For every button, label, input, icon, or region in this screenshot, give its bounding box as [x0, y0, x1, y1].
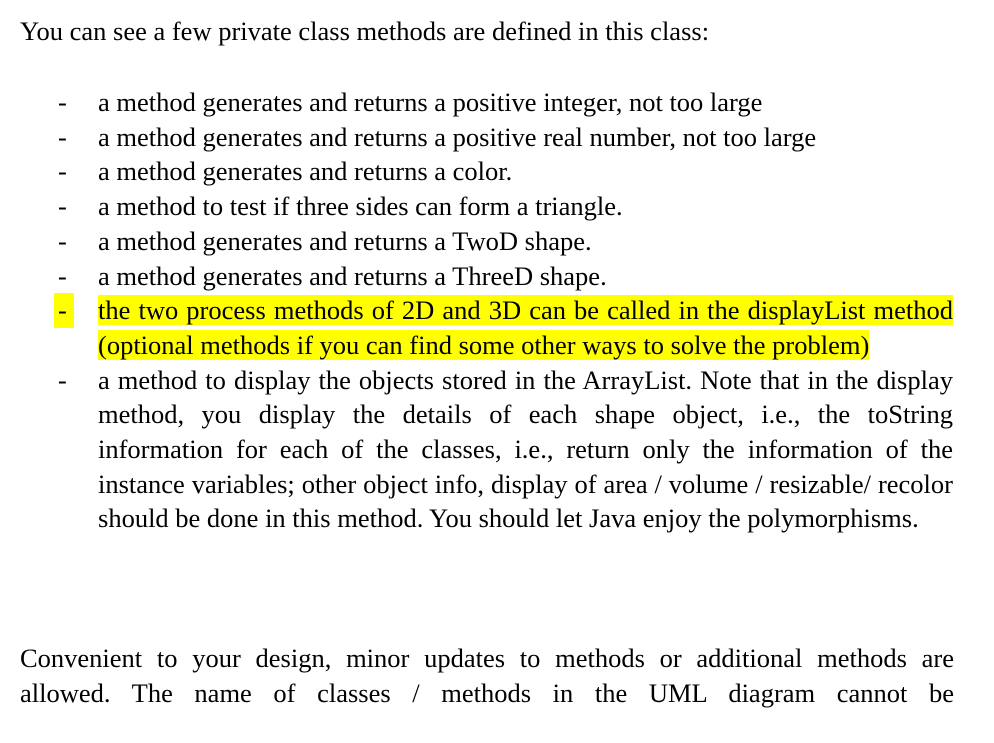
list-item-text: a method generates and returns a TwoD shape.: [98, 225, 592, 256]
bullet-dash: -: [58, 191, 67, 222]
list-item-text: a method generates and returns a positive real number, not too large: [98, 121, 817, 152]
bullet-dash: -: [58, 364, 67, 395]
list-item: [0, 259, 953, 294]
bullet-dash: -: [58, 156, 67, 187]
bullet-dash: -: [58, 225, 67, 256]
list-item-text: a method to display the objects stored in the ArrayList. Note that in the display method, you display the details of each shape object, i.e., the toString information for each of the classes, i.e., return only the information of the instance variables; other object info, display of area / volume / resizable/ recolor should be done in this method. You should let Java enjoy the polymorphisms.: [98, 364, 953, 534]
bullet-dash: -: [54, 293, 68, 328]
closing-paragraph: Convenient to your design, minor updates to methods or additional methods are allowed. The name of classes / methods in the UML diagram cannot be: [20, 643, 954, 708]
list-item: [0, 224, 953, 259]
list-item: [0, 120, 953, 155]
list-item-text: a method generates and returns a color.: [98, 156, 513, 187]
list-item-text: a method to test if three sides can form a triangle.: [98, 191, 623, 222]
highlighted-text: the two process methods of 2D and 3D can be called in the displayList method (optional methods if you can find some other ways to solve the problem): [98, 295, 953, 360]
bullet-dash: -: [58, 121, 67, 152]
list-item: [0, 363, 953, 537]
list-item: [0, 85, 953, 120]
bullet-dash: -: [58, 260, 67, 291]
list-item-text: a method generates and returns a positive integer, not too large: [98, 87, 763, 117]
list-item: [0, 189, 953, 224]
intro-paragraph: You can see a few private class methods are defined in this class:: [20, 16, 710, 46]
list-item-text: a method generates and returns a ThreeD shape.: [98, 260, 607, 291]
list-item-text: [98, 293, 953, 362]
bullet-dash: -: [58, 87, 67, 117]
list-item: [0, 154, 953, 189]
method-list: [0, 85, 994, 536]
highlighted-list-item: [0, 293, 953, 362]
